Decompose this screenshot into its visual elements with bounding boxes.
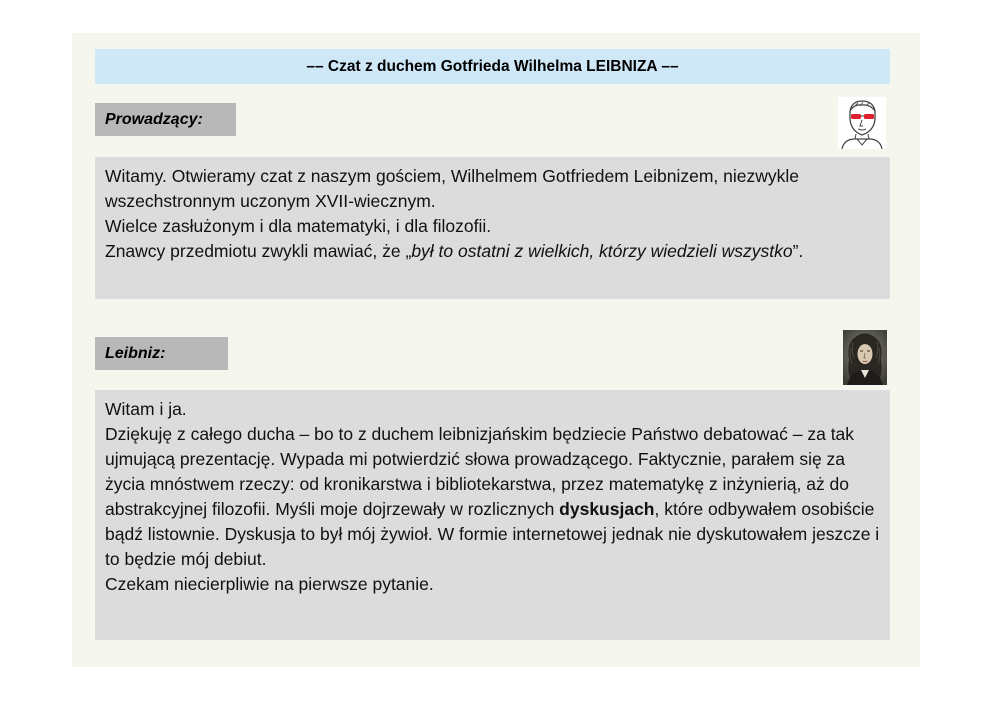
leibniz-speaker-label: Leibniz: <box>95 337 228 370</box>
host-message-line <box>105 239 880 264</box>
leibniz-text-part: Dziękuję z całego ducha – bo to z duchem leibnizjańskim będziecie Państwo debatować – za tak ujmującą prezentację. Wypada mi potwierdzić słowa prowadzącego. Faktycznie, parałem się za życia mnóstwem rzeczy: od kronikarstwa i bibliotekarstwa, przez matematykę z inżynierią, aż do abstrakcyjnej filozofii. Myśli moje dojrzewały w rozlicznych <box>105 424 855 519</box>
leibniz-message-line: Witam i ja. <box>105 399 187 419</box>
host-message <box>95 157 890 299</box>
leibniz-bold-word: dyskusjach <box>559 499 655 519</box>
leibniz-message-line: Czekam niecierpliwie na pierwsze pytanie. <box>105 574 434 594</box>
host-quote: był to ostatni z wielkich, którzy wiedzieli wszystko <box>411 241 793 261</box>
host-message-line: Wielce zasłużonym i dla matematyki, i dla filozofii. <box>105 216 492 236</box>
host-speaker-label: Prowadzący: <box>95 103 236 136</box>
leibniz-portrait-icon <box>843 330 887 385</box>
host-quote-suffix: ”. <box>792 241 804 261</box>
caricature-portrait-icon <box>838 97 886 149</box>
page-title: –– Czat z duchem Gotfrieda Wilhelma LEIBNIZA –– <box>95 49 890 84</box>
leibniz-message-line <box>105 422 880 572</box>
leibniz-message <box>95 390 890 640</box>
leibniz-text-part: , które odbywałem osobiście bądź listownie. Dyskusja to był mój żywioł. W formie internetowej jednak nie dyskutowałem jeszcze i to będzie mój debiut. <box>105 499 880 569</box>
host-quote-prefix: Znawcy przedmiotu zwykli mawiać, że „ <box>105 241 412 261</box>
chat-page <box>72 33 920 667</box>
host-message-line: Witamy. Otwieramy czat z naszym gościem, Wilhelmem Gotfriedem Leibnizem, niezwykle wszechstronnym uczonym XVII-wiecznym. <box>105 166 800 211</box>
